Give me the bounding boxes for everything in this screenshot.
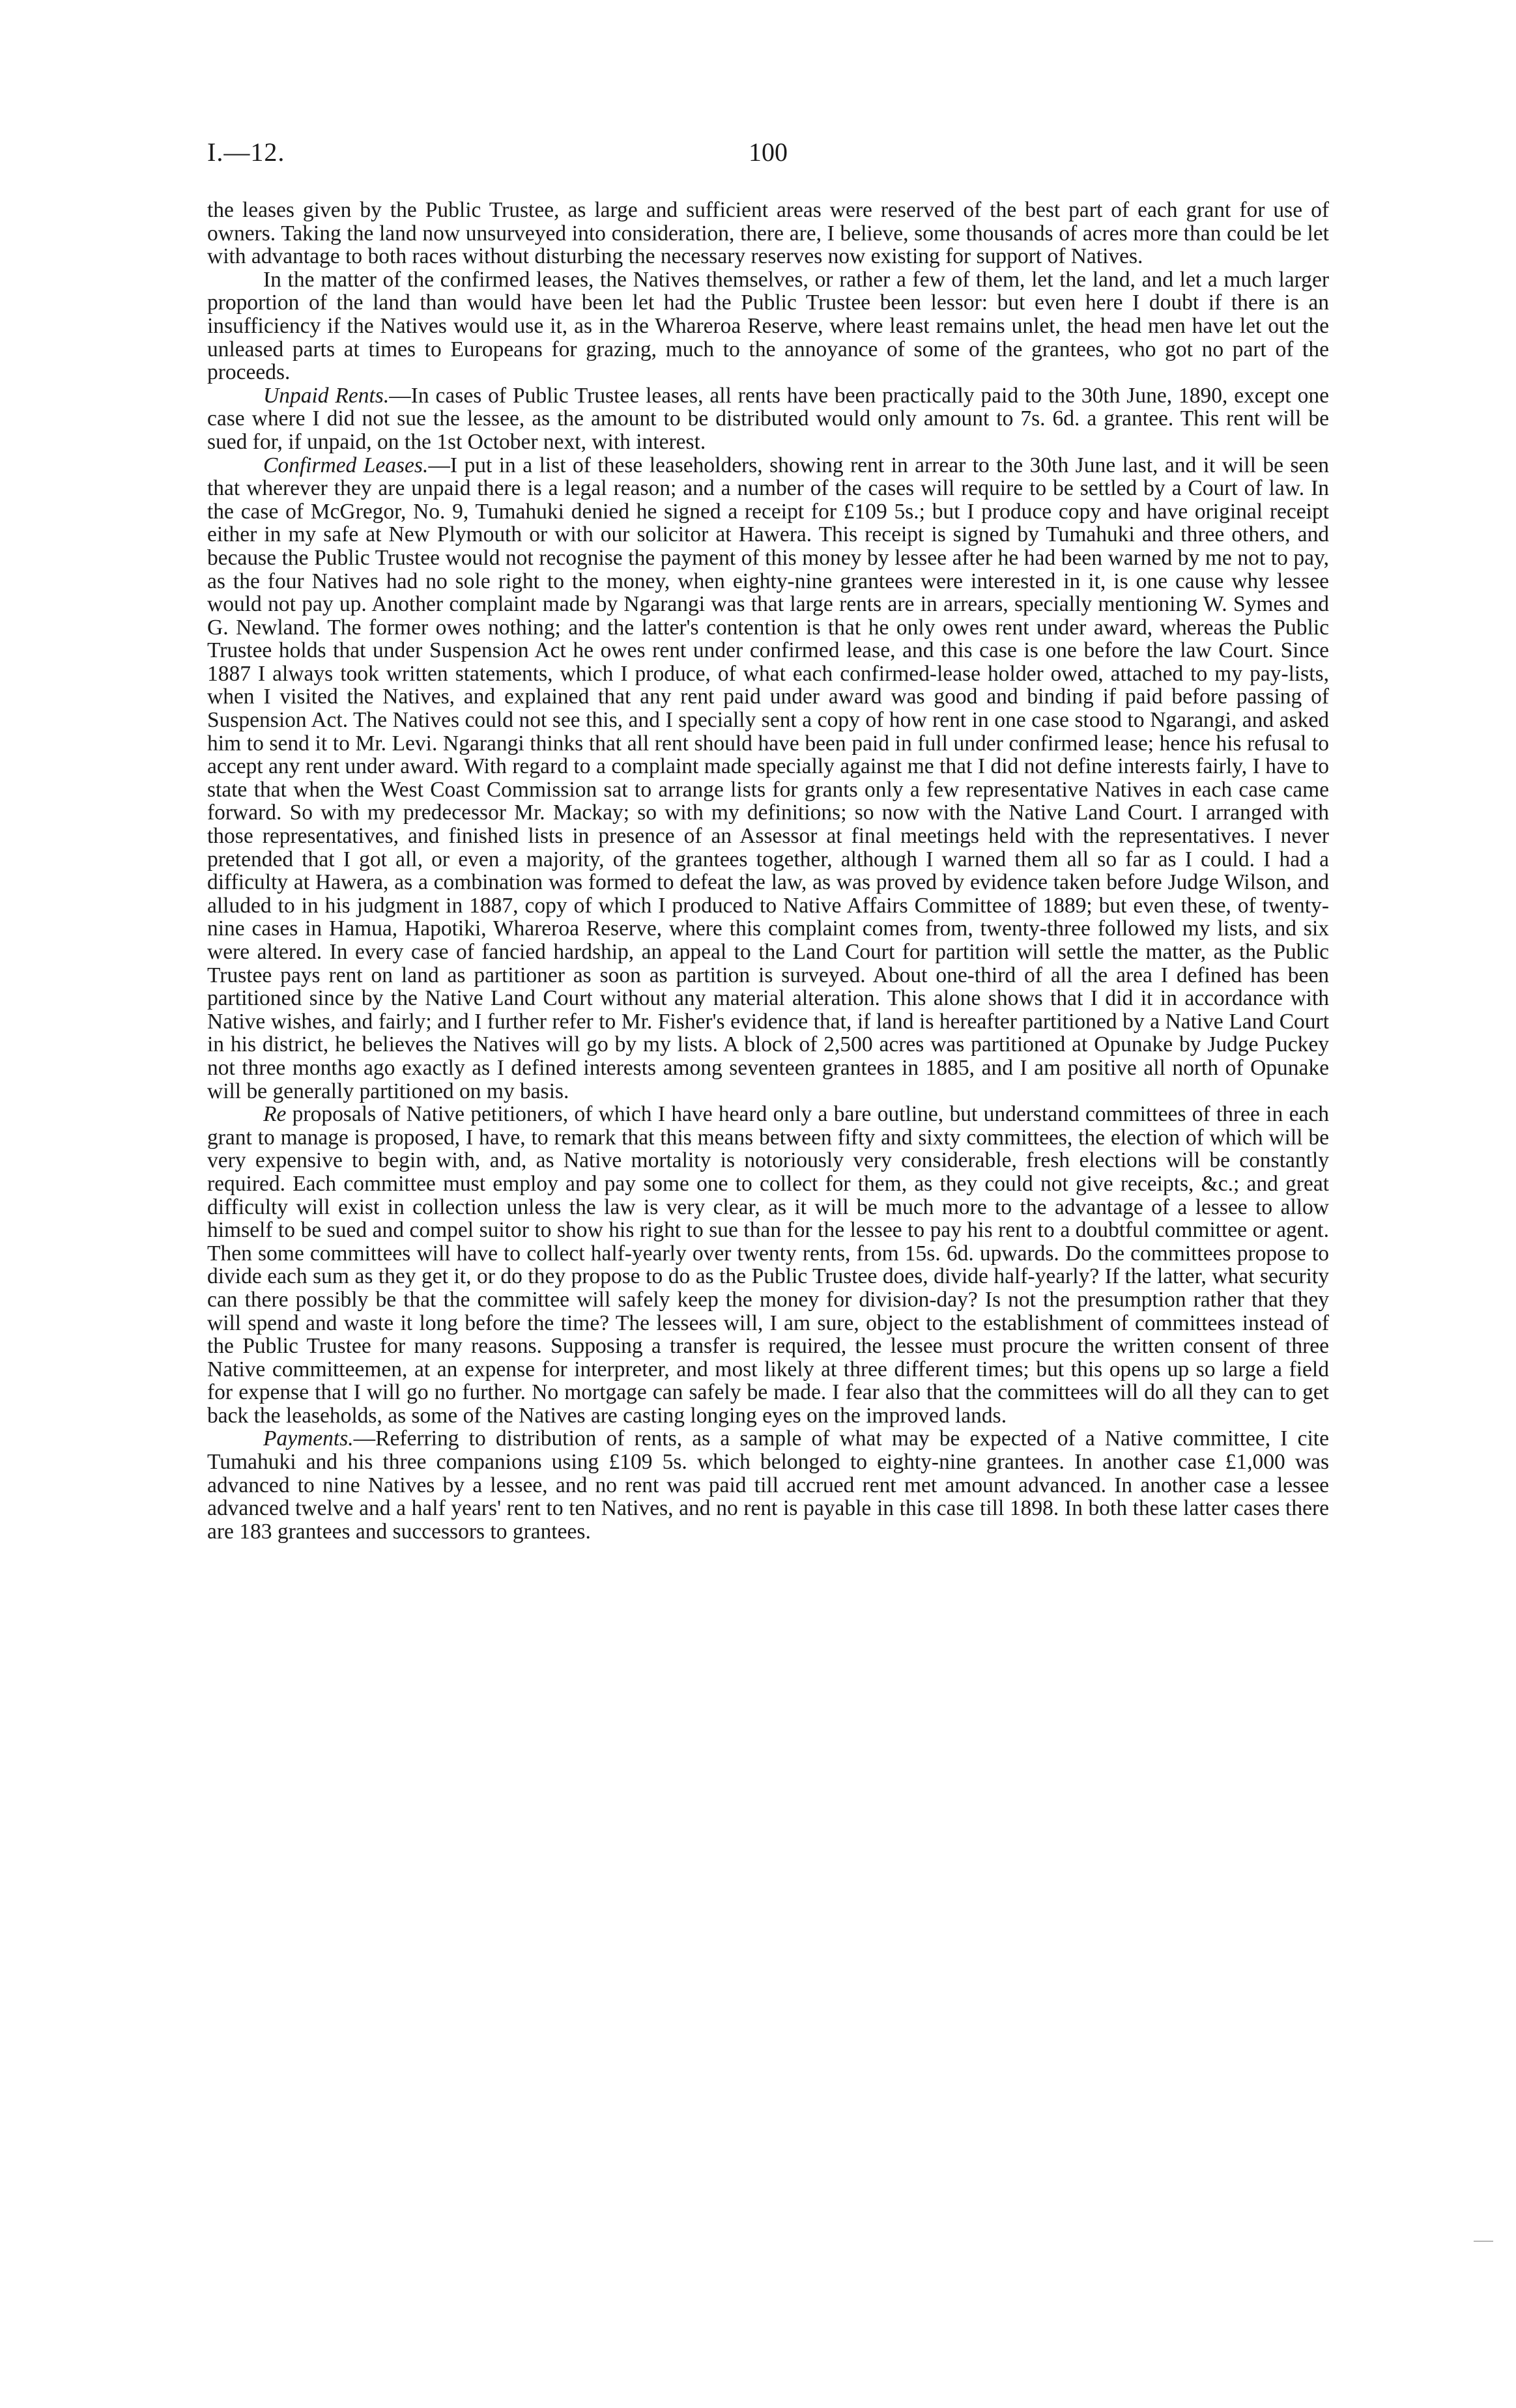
paragraph-unpaid-rents <box>207 384 1329 454</box>
section-lead-re: Re <box>263 1102 287 1127</box>
body-text <box>207 199 1329 1543</box>
paragraph-text: —Referring to distribution of rents, as a sample of what may be expected of a Native committee, I cite Tumahuki and his three companions using £109 5s. which belonged to eighty-nine grantees. In another case £1,000 was advanced to nine Natives by a lessee, and no rent was paid till accrued rent met amount advanced. In another case a lessee advanced twelve and a half years' rent to ten Natives, and no rent is payable in this case till 1898. In both these latter cases there are 183 grantees and successors to grantees. <box>207 1426 1329 1544</box>
paragraph-text: the leases given by the Public Trustee, as large and sufficient areas were reserved of the best part of each grant for use of owners. Taking the land now unsurveyed into consideration, there are, I believe, some thousands of acres more than could be let with advantage to both races without disturbing the necessary reserves now existing for support of Natives. <box>207 198 1329 269</box>
page-number: 100 <box>749 137 788 167</box>
paragraph-re-proposals <box>207 1103 1329 1427</box>
margin-mark <box>1474 2241 1493 2242</box>
paragraph-text: proposals of Native petitioners, of which I have heard only a bare outline, but understand committees of three in each grant to manage is proposed, I have, to remark that this means between fifty and sixty committees, the election of which will be very expensive to begin with, and, as Native mortality is notoriously very considerable, fresh elections will be constantly required. Each committee must employ and pay some one to collect for them, as they could not give receipts, &c.; and great difficulty will exist in collection unless the law is very clear, as it will be much more to the advantage of a lessee to allow himself to be sued and compel suitor to show his right to sue than for the lessee to pay his rent to a doubtful committee or agent. Then some committees will have to collect half-yearly over twenty rents, from 15s. 6d. upwards. Do the committees propose to divide each sum as they get it, or do they propose to do as the Public Trustee does, divide half-yearly? If the latter, what security can there possibly be that the committee will safely keep the money for division-day? Is not the presumption rather that they will spend and waste it long before the time? The lessees will, I am sure, object to the establishment of committees instead of the Public Trustee for many reasons. Supposing a transfer is required, the lessee must procure the written consent of three Native committeemen, at an expense for interpreter, and most likely at three different times; but this opens up so large a field for expense that I will go no further. No mortgage can safely be made. I fear also that the committees will do all they can to get back the leaseholds, as some of the Natives are casting longing eyes on the improved lands. <box>207 1102 1329 1428</box>
document-reference: I.—12. <box>207 137 285 167</box>
section-lead-confirmed-leases: Confirmed Leases. <box>263 453 429 477</box>
page-header <box>207 137 1329 176</box>
paragraph-text: —In cases of Public Trustee leases, all rents have been practically paid to the 30th June, 1890, except one case where I did not sue the lessee, as the amount to be distributed would only amount to 7s. 6d. a grantee. This rent will be sued for, if unpaid, on the 1st October next, with interest. <box>207 383 1330 454</box>
paragraph-confirmed-leases <box>207 454 1329 1103</box>
paragraph-payments <box>207 1427 1329 1543</box>
section-lead-unpaid-rents: Unpaid Rents. <box>263 383 390 408</box>
paragraph-text: In the matter of the confirmed leases, the Natives themselves, or rather a few of them, let the land, and let a much larger proportion of the land than would have been let had the Public Trustee been lessor: but even here I doubt if there is an insufficiency if the Natives would use it, as in the Whareroa Reserve, where least remains unlet, the head men have let out the unleased parts at times to Europeans for grazing, much to the annoyance of some of the grantees, who got no part of the proceeds. <box>207 267 1329 385</box>
paragraph-confirmed-leases-matter <box>207 268 1329 384</box>
paragraph-text: —I put in a list of these leaseholders, showing rent in arrear to the 30th June last, and it will be seen that wherever they are unpaid there is a legal reason; and a number of the cases will require to be settled by a Court of law. In the case of McGregor, No. 9, Tumahuki denied he signed a receipt for £109 5s.; but I produce copy and have original receipt either in my safe at New Plymouth or with our solicitor at Hawera. This receipt is signed by Tumahuki and three others, and because the Public Trustee would not recognise the payment of this money by lessee after he had been warned by me not to pay, as the four Natives had no sole right to the money, when eighty-nine grantees were interested in it, is one cause why lessee would not pay up. Another complaint made by Ngarangi was that large rents are in arrears, specially mentioning W. Symes and G. Newland. The former owes nothing; and the latter's contention is that he only owes rent under award, whereas the Public Trustee holds that under Suspension Act he owes rent under confirmed lease, and this case is one before the law Court. Since 1887 I always took written statements, which I produce, of what each confirmed-lease holder owed, attached to my pay-lists, when I visited the Natives, and explained that any rent paid under award was good and binding if paid before passing of Suspension Act. The Natives could not see this, and I specially sent a copy of how rent in one case stood to Ngarangi, and asked him to send it to Mr. Levi. Ngarangi thinks that all rent should have been paid in full under confirmed lease; hence his refusal to accept any rent under award. With regard to a complaint made specially against me that I did not define interests fairly, I have to state that when the West Coast Commission sat to arrange lists for grants only a few representative Natives in each case came forward. So with my predecessor Mr. Mackay; so with my definitions; so now with the Native Land Court. I arranged with those representatives, and finished lists in presence of an Assessor at final meetings held with the representatives. I never pretended that I got all, or even a majority, of the grantees together, although I warned them all so far as I could. I had a difficulty at Hawera, as a combination was formed to defeat the law, as was proved by evidence taken before Judge Wilson, and alluded to in his judgment in 1887, copy of which I produced to Native Affairs Committee of 1889; but even these, of twenty-nine cases in Hamua, Hapotiki, Whareroa Reserve, where this complaint comes from, twenty-three followed my lists, and six were altered. In every case of fancied hardship, an appeal to the Land Court for partition will settle the matter, as the Public Trustee pays rent on land as partitioner as soon as partition is surveyed. About one-third of all the area I defined has been partitioned since by the Native Land Court without any material alteration. This alone shows that I did it in accordance with Native wishes, and fairly; and I further refer to Mr. Fisher's evidence that, if land is hereafter partitioned by a Native Land Court in his district, he believes the Natives will go by my lists. A block of 2,500 acres was partitioned at Opunake by Judge Puckey not three months ago exactly as I defined interests among seventeen grantees in 1885, and I am positive all north of Opunake will be generally partitioned on my basis. <box>207 453 1329 1103</box>
paragraph-leases-continuation <box>207 199 1329 268</box>
section-lead-payments: Payments. <box>263 1426 354 1451</box>
